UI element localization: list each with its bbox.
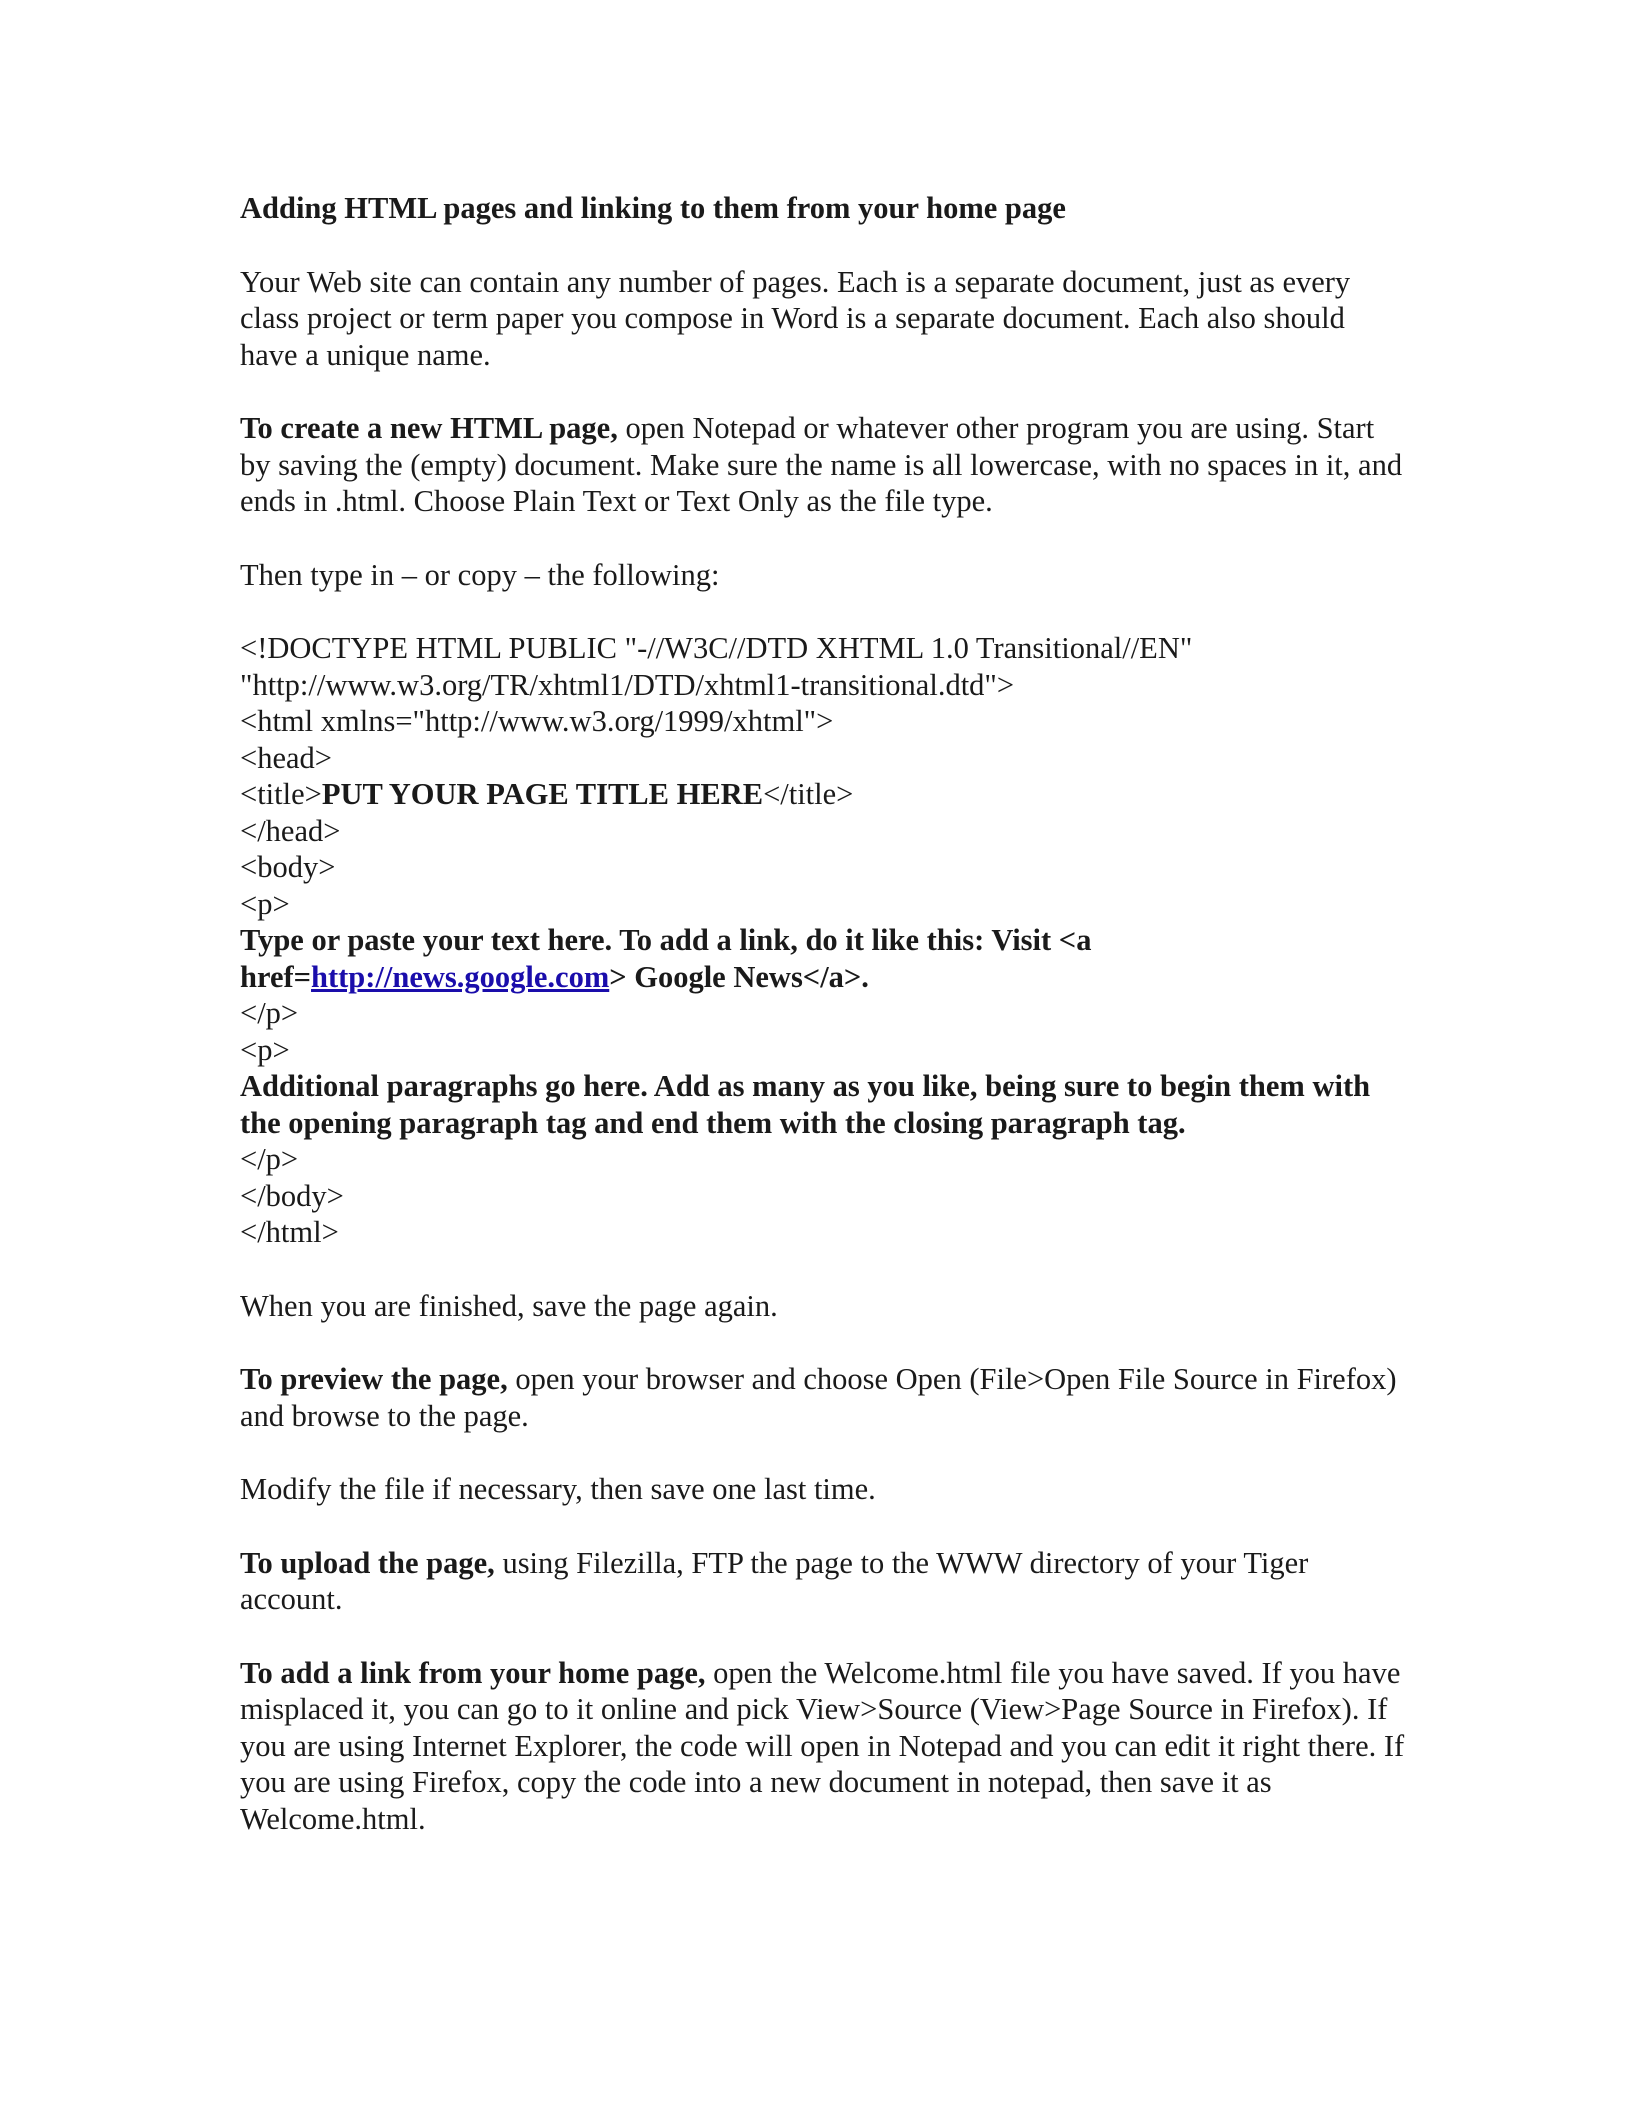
code-paragraph-1-href: href= xyxy=(240,959,312,994)
create-page-text: open Notepad or whatever other program you are using. Start by saving the (empty) document. Make sure the name is all lowercase, with no spaces in it, and ends in .html. Choose Plain Text or Text Only as the file type. xyxy=(240,411,1403,518)
modify-paragraph: Modify the file if necessary, then save one last time. xyxy=(240,1472,876,1506)
code-sample xyxy=(240,630,1410,1251)
create-page-paragraph xyxy=(240,410,1410,520)
code-p-open-2: <p> xyxy=(240,1032,290,1067)
preview-text: open your browser and choose Open (File>Open File Source in Firefox) and browse to the page. xyxy=(240,1362,1397,1433)
add-link-paragraph xyxy=(240,1655,1410,1838)
code-body-close: </body> xyxy=(240,1178,344,1213)
document-page xyxy=(240,190,1410,1837)
code-paragraph-1-end: > Google News</a>. xyxy=(609,959,869,994)
code-paragraph-1-text: Type or paste your text here. To add a link, do it like this: Visit <a xyxy=(240,923,1092,957)
code-title-open: <title> xyxy=(240,777,322,811)
code-p-close-1: </p> xyxy=(240,996,299,1030)
code-doctype-line-2: "http://www.w3.org/TR/xhtml1/DTD/xhtml1-transitional.dtd"> xyxy=(240,667,1015,702)
preview-paragraph xyxy=(240,1361,1410,1434)
code-head-open: <head> xyxy=(240,740,332,775)
code-paragraph-2: Additional paragraphs go here. Add as many as you like, being sure to begin them with the opening paragraph tag and end them with the closing paragraph tag. xyxy=(240,1069,1371,1140)
upload-paragraph xyxy=(240,1545,1410,1618)
google-news-link[interactable]: http://news.google.com xyxy=(311,959,610,994)
upload-text: using Filezilla, FTP the page to the WWW directory of your Tiger account. xyxy=(240,1545,1309,1616)
intro-paragraph: Your Web site can contain any number of pages. Each is a separate document, just as every class project or term paper you compose in Word is a separate document. Each also should have a unique name. xyxy=(240,264,1351,372)
code-paragraph-1 xyxy=(240,922,1410,995)
code-html-close: </html> xyxy=(240,1215,339,1249)
code-title-text: PUT YOUR PAGE TITLE HERE xyxy=(321,777,764,811)
code-html-open: <html xmlns="http://www.w3.org/1999/xhtml"> xyxy=(240,704,834,738)
then-type-paragraph: Then type in – or copy – the following: xyxy=(240,557,720,592)
preview-lead: To preview the page, xyxy=(240,1362,508,1396)
add-link-text: open the Welcome.html file you have saved. If you have misplaced it, you can go to it online and pick View>Source (View>Page Source in Firefox). If you are using Internet Explorer, the code will open in Notepad and you can edit it right there. If you are using Firefox, copy the code into a new document in notepad, then save it as Welcome.html. xyxy=(240,1655,1405,1836)
code-title-line xyxy=(240,776,1410,813)
upload-lead: To upload the page, xyxy=(240,1545,495,1580)
finished-paragraph: When you are finished, save the page again. xyxy=(240,1288,778,1323)
code-title-close: </title> xyxy=(763,777,854,811)
page-heading: Adding HTML pages and linking to them from your home page xyxy=(240,191,1066,225)
code-p-close-2: </p> xyxy=(240,1142,299,1176)
code-body-open: <body> xyxy=(240,850,336,884)
code-head-close: </head> xyxy=(240,813,341,848)
create-page-lead: To create a new HTML page, xyxy=(240,411,618,445)
code-p-open-1: <p> xyxy=(240,886,290,921)
code-doctype-line-1: <!DOCTYPE HTML PUBLIC "-//W3C//DTD XHTML 1.0 Transitional//EN" xyxy=(240,631,1193,665)
add-link-lead: To add a link from your home page, xyxy=(240,1655,706,1690)
